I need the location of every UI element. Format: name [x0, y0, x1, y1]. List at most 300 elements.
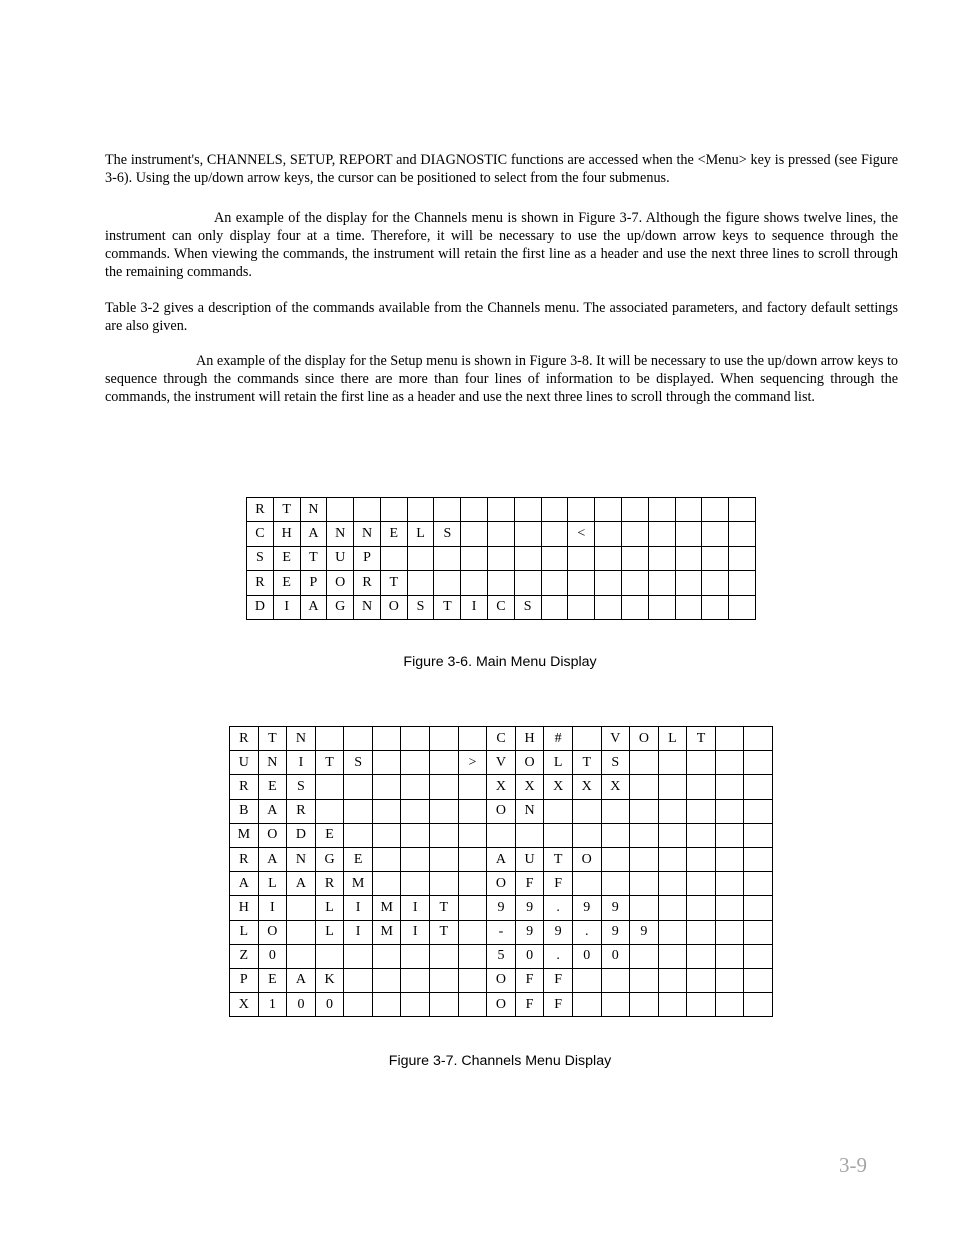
grid-cell	[487, 823, 516, 847]
grid-cell	[287, 944, 316, 968]
grid-cell: U	[515, 847, 544, 871]
grid-cell	[658, 823, 687, 847]
grid-row	[247, 522, 756, 546]
grid-cell	[461, 498, 488, 522]
grid-cell: G	[315, 847, 344, 871]
grid-row	[230, 896, 773, 920]
grid-cell	[601, 847, 630, 871]
grid-cell	[658, 751, 687, 775]
grid-row	[230, 847, 773, 871]
grid-cell: 0	[515, 944, 544, 968]
grid-cell	[687, 896, 716, 920]
grid-cell	[702, 546, 729, 570]
grid-cell	[514, 571, 541, 595]
grid-cell: T	[430, 896, 459, 920]
grid-cell: O	[572, 847, 601, 871]
grid-cell	[595, 498, 622, 522]
grid-cell	[744, 799, 773, 823]
grid-cell: M	[230, 823, 259, 847]
grid-cell: 9	[487, 896, 516, 920]
grid-cell	[461, 571, 488, 595]
grid-cell	[687, 847, 716, 871]
grid-cell	[715, 896, 744, 920]
grid-cell	[458, 993, 487, 1017]
grid-cell: 0	[287, 993, 316, 1017]
grid-cell	[287, 896, 316, 920]
grid-cell	[729, 498, 756, 522]
grid-cell	[595, 595, 622, 619]
grid-row	[230, 727, 773, 751]
grid-cell: A	[300, 595, 327, 619]
grid-cell	[630, 751, 659, 775]
grid-cell	[744, 872, 773, 896]
grid-cell	[514, 498, 541, 522]
grid-cell	[327, 498, 354, 522]
grid-cell: L	[544, 751, 573, 775]
grid-cell: T	[544, 847, 573, 871]
grid-cell: L	[407, 522, 434, 546]
grid-cell	[344, 799, 373, 823]
grid-cell	[315, 799, 344, 823]
grid-cell: T	[273, 498, 300, 522]
grid-cell	[621, 546, 648, 570]
grid-cell: O	[327, 571, 354, 595]
grid-cell: O	[630, 727, 659, 751]
grid-cell	[687, 944, 716, 968]
grid-cell: R	[230, 847, 259, 871]
grid-cell	[372, 775, 401, 799]
grid-cell	[458, 847, 487, 871]
grid-cell: R	[315, 872, 344, 896]
grid-cell: M	[372, 920, 401, 944]
grid-cell	[401, 872, 430, 896]
grid-cell	[702, 595, 729, 619]
grid-cell	[568, 498, 595, 522]
grid-cell: I	[401, 896, 430, 920]
grid-cell: R	[354, 571, 381, 595]
grid-cell	[658, 799, 687, 823]
grid-cell: P	[230, 968, 259, 992]
grid-cell	[687, 751, 716, 775]
grid-cell: L	[230, 920, 259, 944]
grid-cell	[401, 993, 430, 1017]
grid-cell: 9	[515, 920, 544, 944]
grid-cell	[514, 546, 541, 570]
grid-cell: S	[434, 522, 461, 546]
grid-cell: C	[247, 522, 274, 546]
grid-cell	[401, 751, 430, 775]
grid-cell	[744, 823, 773, 847]
grid-cell	[434, 546, 461, 570]
grid-cell	[715, 775, 744, 799]
grid-cell	[595, 546, 622, 570]
grid-cell	[541, 546, 568, 570]
grid-cell: A	[287, 872, 316, 896]
grid-cell	[461, 546, 488, 570]
grid-cell	[401, 799, 430, 823]
grid-cell	[344, 727, 373, 751]
grid-cell	[458, 823, 487, 847]
grid-cell	[458, 968, 487, 992]
grid-cell: 0	[601, 944, 630, 968]
grid-cell: E	[273, 571, 300, 595]
grid-cell	[344, 944, 373, 968]
grid-cell	[488, 522, 515, 546]
grid-cell	[572, 968, 601, 992]
grid-cell: A	[487, 847, 516, 871]
grid-cell: X	[515, 775, 544, 799]
grid-cell	[572, 727, 601, 751]
grid-cell	[544, 799, 573, 823]
grid-cell	[430, 847, 459, 871]
figure-3-7-caption: Figure 3-7. Channels Menu Display	[388, 1053, 612, 1069]
grid-cell	[630, 944, 659, 968]
grid-cell: S	[407, 595, 434, 619]
grid-cell: N	[515, 799, 544, 823]
grid-cell: -	[487, 920, 516, 944]
grid-cell: T	[380, 571, 407, 595]
grid-cell: C	[487, 727, 516, 751]
grid-cell	[515, 823, 544, 847]
grid-cell	[372, 993, 401, 1017]
grid-cell	[601, 823, 630, 847]
grid-cell	[744, 944, 773, 968]
grid-cell	[430, 799, 459, 823]
grid-cell: 5	[487, 944, 516, 968]
grid-cell	[458, 944, 487, 968]
grid-cell: I	[461, 595, 488, 619]
grid-cell	[675, 522, 702, 546]
grid-cell	[568, 546, 595, 570]
grid-cell	[702, 571, 729, 595]
main-menu-display-grid	[246, 497, 756, 620]
grid-cell: E	[273, 546, 300, 570]
grid-cell	[630, 872, 659, 896]
grid-cell: T	[258, 727, 287, 751]
grid-cell	[729, 595, 756, 619]
grid-cell: C	[488, 595, 515, 619]
grid-cell: I	[287, 751, 316, 775]
grid-cell	[687, 823, 716, 847]
grid-cell: O	[258, 920, 287, 944]
grid-cell	[658, 968, 687, 992]
grid-cell: P	[354, 546, 381, 570]
grid-cell	[630, 847, 659, 871]
grid-cell	[488, 498, 515, 522]
grid-cell	[458, 872, 487, 896]
grid-cell: N	[354, 595, 381, 619]
grid-cell	[621, 498, 648, 522]
grid-cell: F	[515, 993, 544, 1017]
grid-cell: S	[344, 751, 373, 775]
grid-cell	[744, 920, 773, 944]
grid-cell: U	[327, 546, 354, 570]
grid-cell: T	[315, 751, 344, 775]
grid-cell	[458, 775, 487, 799]
grid-cell	[572, 799, 601, 823]
grid-cell: O	[515, 751, 544, 775]
grid-cell	[401, 727, 430, 751]
grid-cell: L	[258, 872, 287, 896]
grid-cell	[715, 799, 744, 823]
grid-cell	[658, 993, 687, 1017]
grid-cell	[687, 993, 716, 1017]
grid-row	[230, 823, 773, 847]
grid-cell: K	[315, 968, 344, 992]
grid-cell	[372, 727, 401, 751]
grid-cell	[354, 498, 381, 522]
grid-cell	[407, 546, 434, 570]
grid-cell	[458, 896, 487, 920]
grid-cell	[401, 823, 430, 847]
grid-cell: R	[230, 775, 259, 799]
grid-cell	[658, 944, 687, 968]
grid-cell: O	[380, 595, 407, 619]
grid-cell: T	[434, 595, 461, 619]
grid-row	[230, 968, 773, 992]
grid-cell	[648, 522, 675, 546]
grid-cell: A	[230, 872, 259, 896]
grid-cell: R	[287, 799, 316, 823]
grid-cell: E	[258, 775, 287, 799]
grid-row	[230, 775, 773, 799]
grid-cell	[621, 522, 648, 546]
grid-cell: 9	[572, 896, 601, 920]
grid-cell	[715, 847, 744, 871]
grid-cell	[380, 498, 407, 522]
grid-cell	[744, 968, 773, 992]
grid-cell	[601, 993, 630, 1017]
grid-cell	[687, 968, 716, 992]
grid-cell: H	[230, 896, 259, 920]
grid-cell: F	[544, 872, 573, 896]
grid-cell: N	[354, 522, 381, 546]
grid-cell: H	[273, 522, 300, 546]
grid-cell	[344, 968, 373, 992]
grid-cell: #	[544, 727, 573, 751]
grid-cell	[572, 993, 601, 1017]
grid-cell	[458, 799, 487, 823]
grid-cell: >	[458, 751, 487, 775]
grid-cell	[434, 498, 461, 522]
grid-cell: Z	[230, 944, 259, 968]
grid-cell	[568, 595, 595, 619]
grid-cell: O	[258, 823, 287, 847]
grid-cell: D	[287, 823, 316, 847]
grid-cell	[729, 571, 756, 595]
grid-cell: M	[344, 872, 373, 896]
grid-cell: X	[572, 775, 601, 799]
grid-cell: E	[315, 823, 344, 847]
grid-cell	[315, 727, 344, 751]
grid-cell	[601, 968, 630, 992]
grid-cell	[630, 823, 659, 847]
grid-cell: S	[287, 775, 316, 799]
grid-row	[230, 751, 773, 775]
grid-cell	[658, 896, 687, 920]
grid-cell: M	[372, 896, 401, 920]
grid-cell: E	[344, 847, 373, 871]
grid-cell: X	[230, 993, 259, 1017]
grid-cell: R	[230, 727, 259, 751]
grid-cell	[458, 727, 487, 751]
grid-cell	[744, 727, 773, 751]
grid-cell	[430, 823, 459, 847]
grid-cell	[372, 872, 401, 896]
grid-cell	[488, 571, 515, 595]
grid-cell	[541, 522, 568, 546]
grid-cell	[601, 799, 630, 823]
grid-cell	[380, 546, 407, 570]
page-number: 3-9	[839, 1153, 867, 1177]
grid-cell: N	[300, 498, 327, 522]
grid-cell	[488, 546, 515, 570]
grid-cell: S	[514, 595, 541, 619]
grid-cell: O	[487, 993, 516, 1017]
grid-cell	[372, 944, 401, 968]
grid-cell	[315, 775, 344, 799]
grid-cell	[544, 823, 573, 847]
grid-cell	[372, 968, 401, 992]
grid-cell	[648, 595, 675, 619]
grid-cell: E	[258, 968, 287, 992]
grid-cell: V	[487, 751, 516, 775]
grid-cell	[401, 968, 430, 992]
grid-cell	[658, 920, 687, 944]
grid-cell	[687, 872, 716, 896]
grid-cell: R	[247, 498, 274, 522]
grid-row	[230, 920, 773, 944]
grid-row	[247, 498, 756, 522]
grid-cell	[541, 595, 568, 619]
grid-cell	[630, 993, 659, 1017]
grid-cell: T	[687, 727, 716, 751]
grid-cell	[715, 751, 744, 775]
grid-row	[230, 993, 773, 1017]
grid-cell	[315, 944, 344, 968]
grid-cell	[568, 571, 595, 595]
grid-cell: U	[230, 751, 259, 775]
grid-cell: .	[572, 920, 601, 944]
grid-cell: F	[544, 993, 573, 1017]
grid-cell: 9	[544, 920, 573, 944]
grid-cell	[715, 920, 744, 944]
grid-cell: O	[487, 799, 516, 823]
grid-cell: G	[327, 595, 354, 619]
grid-cell	[401, 847, 430, 871]
grid-cell	[630, 799, 659, 823]
grid-cell	[715, 823, 744, 847]
grid-cell: F	[544, 968, 573, 992]
grid-cell	[430, 727, 459, 751]
grid-cell	[648, 498, 675, 522]
grid-cell	[344, 823, 373, 847]
grid-cell: 9	[601, 896, 630, 920]
paragraph-menu-intro: The instrument's, CHANNELS, SETUP, REPORT and DIAGNOSTIC functions are accessed when the <Menu> key is pressed (see Figure 3-6). Using the up/down arrow keys, the cursor can be positioned to select from the four submenus.	[105, 152, 898, 187]
grid-cell	[430, 775, 459, 799]
grid-cell: N	[258, 751, 287, 775]
grid-cell	[461, 522, 488, 546]
grid-cell: X	[487, 775, 516, 799]
grid-cell	[621, 571, 648, 595]
grid-cell: X	[601, 775, 630, 799]
figure-3-6-caption: Figure 3-6. Main Menu Display	[403, 654, 597, 670]
grid-cell	[344, 993, 373, 1017]
grid-cell	[572, 872, 601, 896]
grid-cell	[407, 571, 434, 595]
grid-cell: T	[430, 920, 459, 944]
channels-menu-display-grid	[229, 726, 773, 1017]
grid-row	[230, 799, 773, 823]
grid-cell: I	[344, 896, 373, 920]
grid-cell	[372, 847, 401, 871]
grid-cell: 0	[315, 993, 344, 1017]
grid-cell: D	[247, 595, 274, 619]
grid-cell	[458, 920, 487, 944]
grid-cell: N	[327, 522, 354, 546]
grid-cell: .	[544, 896, 573, 920]
grid-cell	[430, 751, 459, 775]
grid-cell	[675, 546, 702, 570]
grid-cell: 9	[630, 920, 659, 944]
grid-row	[247, 595, 756, 619]
grid-cell	[675, 595, 702, 619]
grid-cell: E	[380, 522, 407, 546]
grid-cell: L	[315, 896, 344, 920]
grid-cell: V	[601, 727, 630, 751]
grid-cell: B	[230, 799, 259, 823]
grid-cell	[658, 872, 687, 896]
grid-row	[230, 944, 773, 968]
grid-row	[247, 546, 756, 570]
grid-cell: 9	[515, 896, 544, 920]
grid-cell: F	[515, 872, 544, 896]
grid-cell: 0	[258, 944, 287, 968]
grid-cell	[715, 968, 744, 992]
grid-cell: I	[273, 595, 300, 619]
grid-cell: .	[544, 944, 573, 968]
grid-cell	[514, 522, 541, 546]
grid-cell	[541, 571, 568, 595]
grid-cell: X	[544, 775, 573, 799]
grid-cell	[675, 498, 702, 522]
grid-cell	[541, 498, 568, 522]
grid-cell	[430, 968, 459, 992]
grid-cell	[630, 775, 659, 799]
grid-cell	[687, 799, 716, 823]
grid-cell: A	[258, 847, 287, 871]
paragraph-setup-menu: An example of the display for the Setup menu is shown in Figure 3-8. It will be necessary to use the up/down arrow keys to sequence through the commands since there are more than four lines of information to be displayed. When sequencing through the commands, the instrument will retain the first line as a header and use the next three lines to scroll through the command list.	[105, 353, 898, 406]
grid-cell	[372, 751, 401, 775]
grid-cell	[621, 595, 648, 619]
grid-cell	[715, 944, 744, 968]
grid-cell: 9	[601, 920, 630, 944]
grid-cell	[630, 968, 659, 992]
grid-cell	[430, 944, 459, 968]
grid-cell	[372, 799, 401, 823]
grid-cell: P	[300, 571, 327, 595]
grid-cell	[744, 896, 773, 920]
grid-cell	[648, 571, 675, 595]
grid-cell	[687, 775, 716, 799]
grid-row	[247, 571, 756, 595]
grid-cell	[702, 522, 729, 546]
grid-cell	[675, 571, 702, 595]
grid-cell	[595, 522, 622, 546]
paragraph-table-reference: Table 3-2 gives a description of the commands available from the Channels menu. The associated parameters, and factory default settings are also given.	[105, 300, 898, 335]
paragraph-channels-menu: An example of the display for the Channels menu is shown in Figure 3-7. Although the figure shows twelve lines, the instrument can only display four at a time. Therefore, it will be necessary to use the up/down arrow keys to sequence through the commands. When viewing the commands, the instrument will retain the first line as a header and use the next three lines to scroll through the remaining commands.	[105, 210, 898, 281]
grid-cell: S	[247, 546, 274, 570]
